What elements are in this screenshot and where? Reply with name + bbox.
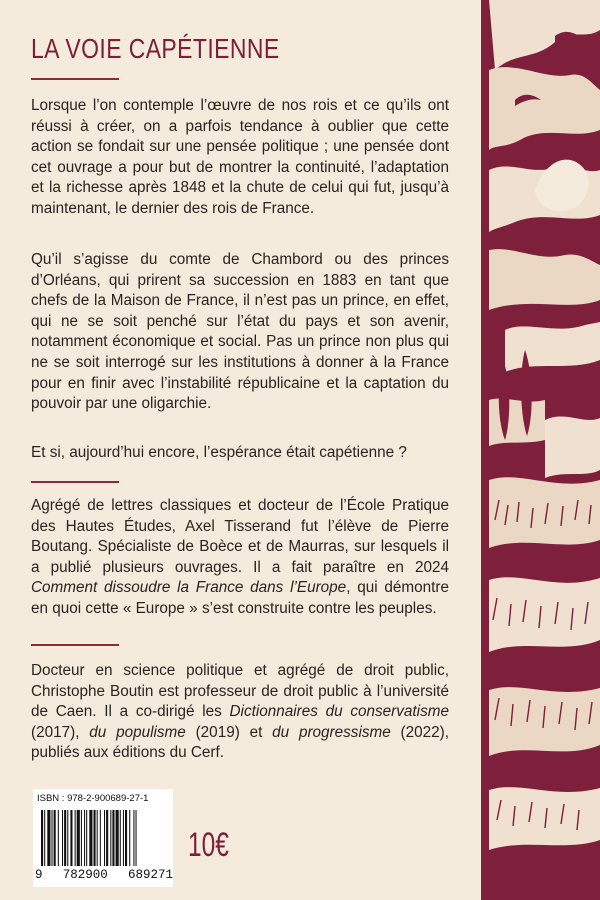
decorative-illustration	[475, 0, 600, 900]
summary-question: Et si, aujourd’hui encore, l’espérance était capétienne ?	[31, 444, 407, 461]
barcode-icon	[41, 810, 169, 866]
summary-paragraph-1: Lorsque l’on contemple l’œuvre de nos rois et ce qu’ils ont réussi à créer, on a parfois tendance à oublier que cette action se fondait sur une pensée politique ; une pensée dont cet ouvrage a pour but de montrer la continuité, l’adaptation et la richesse après 1848 et la chute de celui qui fut, jusqu’à maintenant, le dernier des rois de France.	[31, 97, 449, 217]
divider-2	[31, 644, 119, 646]
isbn-barcode-box	[33, 789, 173, 887]
isbn-label: ISBN : 978-2-900689-27-1	[37, 793, 149, 804]
divider-1	[31, 481, 119, 483]
author-bio-boutin: Docteur en science politique et agrégé de droit public, Christophe Boutin est professeur de droit public à l’université de Caen. Il a co-dirigé les Dictionnaires du conservatisme (2017), du populisme (2019) et du progressisme (2022), publiés aux éditions du Cerf.	[31, 662, 450, 762]
ean-number: 9 782900 689271	[35, 868, 173, 882]
book-title-europe: Comment dissoudre la France dans l’Europe	[31, 579, 347, 597]
summary-paragraph-2: Qu’il s’agisse du comte de Chambord ou des princes d’Orléans, qui prirent sa succession en 1883 en tant que chefs de la Maison de France, il n’est pas un prince, en effet, qui ne se soit penché sur l’état du pays et son avenir, notamment économique et social. Pas un prince non plus qui ne se soit interrogé sur les institutions à donner à la France pour en finir avec l’instabilité républicaine et la captation du pouvoir par une oligarchie.	[31, 251, 449, 413]
book-title: LA VOIE CAPÉTIENNE	[31, 33, 280, 64]
price: 10€	[188, 826, 229, 864]
title-rule	[31, 78, 119, 80]
author-bio-tisserand: Agrégé de lettres classiques et docteur de l’École Pratique des Hautes Études, Axel Tisserand fut l’élève de Pierre Boutang. Spécialiste de Boèce et de Maurras, sur lesquels il a publié plusieurs ouvrages. Il a fait paraître en 2024 Comment dissoudre la France dans l’Europe, qui démontre en quoi cette « Europe » s’est construite contre les peuples.	[31, 497, 449, 617]
